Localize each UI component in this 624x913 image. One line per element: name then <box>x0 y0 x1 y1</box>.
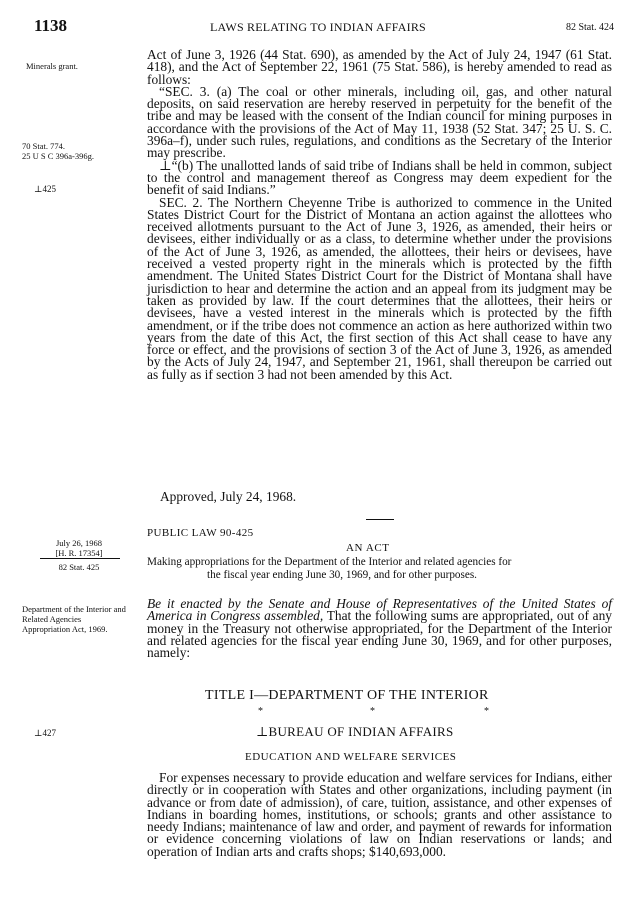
margin-note-rule <box>40 558 120 559</box>
stat-reference: 82 Stat. 424 <box>565 22 614 33</box>
expenses-paragraph: For expenses necessary to provide education and welfare services for Indians, either directly or in cooperation with States and other organizations, including payment (in advance or from date of admission), of care, tuition, assistance, and other expenses of Indians in boarding homes, institutions, or schools; grants and other assistance to needy Indians; maintenance of law and order, and payment of rewards for information or evidence concerning violations of law on Indian reservations or lands; and operation of Indian arts and crafts shops; $140,693,000. <box>147 770 612 859</box>
margin-note-usc: 25 U S C 396a-396g. <box>22 151 95 161</box>
margin-note-stat-774: 70 Stat. 774. <box>22 141 65 151</box>
main-text <box>147 49 612 381</box>
page-marker-425: ⊥425 <box>34 184 56 194</box>
section-divider <box>366 519 394 520</box>
star-2: * <box>370 706 375 717</box>
an-act-heading: AN ACT <box>346 542 390 554</box>
margin-note-minerals: Minerals grant. <box>26 61 78 71</box>
margin-note-department: Department of the Interior and Related Agencies Appropriation Act, 1969. <box>22 604 126 634</box>
enacting-formula: Be it enacted by the Senate and House of Representatives of the United States of America in Congress assembled, <box>147 596 612 624</box>
paragraph-sec3a: “SEC. 3. (a) The coal or other minerals, including oil, gas, and other natural deposits, on said reservation are hereby reserved in perpetuity for the benefit of the tribe and may be leased with the consent of the Indian council for mining purposes in accordance with the provisions of the Act of May 11, 1938 (52 Stat. 347; 25 U. S. C. 396a–f), under such rules, regulations, and conditions as the Secretary of the Interior may prescribe. <box>147 83 612 161</box>
title-heading: TITLE I—DEPARTMENT OF THE INTERIOR <box>205 688 489 703</box>
paragraph-sec2: SEC. 2. The Northern Cheyenne Tribe is authorized to commence in the United States District Court for the District of Montana an action against the allottees who received allotments pursuant to the Act of June 3, 1926, as amended, their heirs or devisees, either individually or as a class, to determine whether under the provisions of the Act of June 3, 1926, as amended, the allottees, their heirs or devisees, have received a vested property right in the minerals which is protected by the fifth amendment. The United States District Court for the District of Montana shall have jurisdiction to hear and determine the action and an appeal from its judgment may be taken as provided by law. If the court determines that the allottees, their heirs or devisees, have a vested interest in the minerals which is protected by the fifth amendment, or if the tribe does not commence an action as here authorized within two years from the date of this Act, the first section of this Act shall cease to have any force or effect, and the provisions of section 3 of the Act of June 3, 1926, as amended by the Acts of July 24, 1947, and September 21, 1961, shall thereupon be carried out as fully as if section 3 had not been amended by this Act. <box>147 194 612 382</box>
star-1: * <box>258 706 263 717</box>
public-law-number: PUBLIC LAW 90-425 <box>147 527 254 539</box>
margin-note-date: July 26, 1968 <box>55 538 103 548</box>
page-marker-427: ⊥427 <box>34 728 56 738</box>
enacting-text: That the following sums are appropriated, out of any money in the Treasury not otherwise appropriated, for the Department of the Interior and related agencies for the fiscal year ending June 30, 1969, and for other purposes, namely: <box>147 608 612 661</box>
running-title: LAWS RELATING TO INDIAN AFFAIRS <box>210 20 426 34</box>
approved-date: Approved, July 24, 1968. <box>160 489 297 504</box>
page-header <box>0 16 624 46</box>
education-heading: EDUCATION AND WELFARE SERVICES <box>245 751 457 763</box>
act-purpose-line1: Making appropriations for the Department of the Interior and related agencies for <box>147 556 512 568</box>
margin-note-stat-425: 82 Stat. 425 <box>58 562 100 572</box>
margin-note-bill: [H. R. 17354] <box>55 548 103 558</box>
star-3: * <box>484 706 489 717</box>
paragraph-sec3b: ⊥“(b) The unallotted lands of said tribe of Indians shall be held in common, subject to the control and management thereof as Congress may deem expedient for the benefit of said Indians.” <box>147 157 612 198</box>
bureau-heading: ⊥BUREAU OF INDIAN AFFAIRS <box>256 724 454 739</box>
act-purpose-line2: the fiscal year ending June 30, 1969, and for other purposes. <box>207 568 477 581</box>
enacting-clause <box>147 598 612 659</box>
page-number: 1138 <box>34 16 68 35</box>
act-purpose <box>147 556 612 581</box>
paragraph-intro: Act of June 3, 1926 (44 Stat. 690), as amended by the Act of July 24, 1947 (61 Stat. 418), and the Act of September 22, 1961 (75 Stat. 586), is hereby amended to read as follows: <box>147 47 612 87</box>
